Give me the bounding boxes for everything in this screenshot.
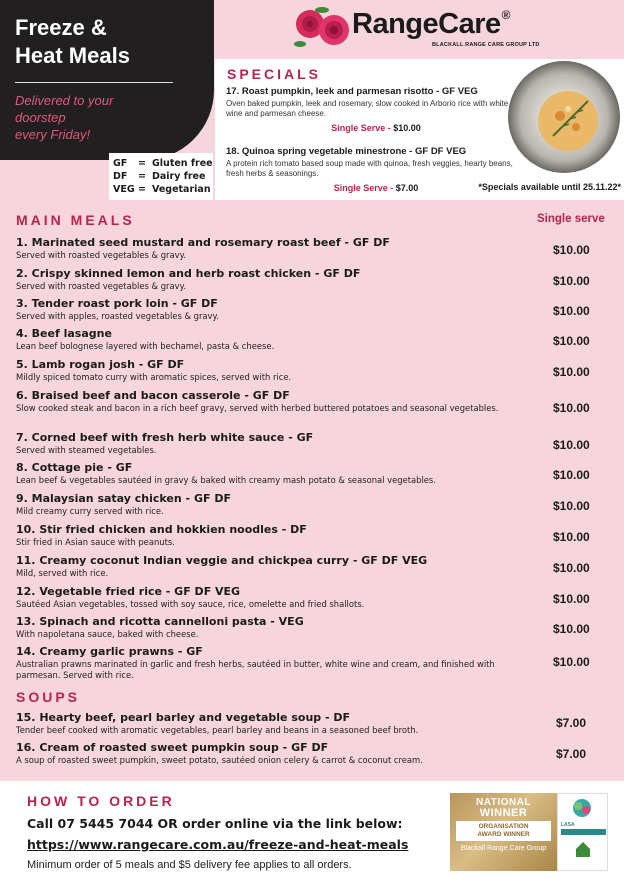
menu-item-desc: Slow cooked steak and bacon in a rich beef gravy, served with herbed buttered potatoes and seasonal vegetables.	[16, 403, 499, 413]
special-name: 17. Roast pumpkin, leek and parmesan risotto - GF VEG	[226, 86, 478, 97]
menu-item-price: $10.00	[553, 274, 590, 288]
special-price: Single Serve - $10.00	[331, 123, 421, 133]
special-price-value: $7.00	[395, 183, 419, 193]
menu-item-name: 1. Marinated seed mustard and rosemary roast beef - GF DF	[16, 236, 390, 249]
award-badge	[450, 793, 608, 871]
menu-item-name: 11. Creamy coconut Indian veggie and chickpea curry - GF DF VEG	[16, 554, 428, 567]
menu-item-price: $7.00	[556, 747, 587, 761]
menu-item-price: $10.00	[553, 530, 590, 544]
menu-item-desc: Lean beef & vegetables sautéed in gravy & baked with creamy mash potato & seasonal vegetables.	[16, 475, 436, 485]
lasa-leaf-icon	[558, 794, 607, 822]
menu-item	[16, 615, 606, 640]
minimum-order-note: Minimum order of 5 meals and $5 delivery fee applies to all orders.	[27, 859, 352, 871]
menu-item-price: $7.00	[556, 716, 587, 730]
menu-item-desc: Sautéed Asian vegetables, tossed with soy sauce, rice, omelette and fried shallots.	[16, 599, 365, 609]
menu-item-price: $10.00	[553, 499, 590, 513]
menu-item-desc: Served with roasted vegetables & gravy.	[16, 250, 187, 260]
menu-item	[16, 236, 606, 261]
title-divider	[15, 82, 173, 83]
menu-item	[16, 554, 606, 579]
award-title-box	[456, 821, 551, 841]
special-price-label: Single Serve	[331, 123, 386, 133]
page-title	[15, 14, 130, 70]
menu-item-name: 16. Cream of roasted sweet pumpkin soup - GF DF	[16, 741, 329, 754]
special-item	[226, 86, 526, 133]
menu-item-desc: Lean beef bolognese layered with bechamel, pasta & cheese.	[16, 341, 275, 351]
menu-item-price: $10.00	[553, 592, 590, 606]
registered-mark: ®	[501, 8, 510, 22]
dietary-legend	[109, 153, 213, 200]
special-price-label: Single Serve	[333, 183, 388, 193]
award-line-1: ORGANISATION	[478, 823, 529, 830]
legend-code: VEG	[113, 184, 135, 195]
legend-row	[113, 170, 213, 183]
legend-eq: =	[138, 158, 146, 169]
menu-item	[16, 585, 606, 610]
lasa-text: LASA	[561, 822, 575, 828]
menu-item	[16, 711, 606, 736]
main-meals-heading: MAIN MEALS	[16, 212, 135, 228]
legend-code: DF	[113, 171, 128, 182]
menu-item-desc: Australian prawns marinated in garlic and fresh herbs, sautéed in butter, white wine and cream, and finished with parmesan. Served with rice.	[16, 659, 495, 680]
how-to-order-footer	[0, 781, 624, 889]
legend-row	[113, 183, 213, 196]
award-winner: WINNER	[479, 807, 528, 819]
menu-item-desc: Mild creamy curry served with rice.	[16, 506, 164, 516]
menu-item-price: $10.00	[553, 655, 590, 669]
menu-item-name: 8. Cottage pie - GF	[16, 461, 133, 474]
menu-item-desc: Served with roasted vegetables & gravy.	[16, 281, 187, 291]
menu-item-price: $10.00	[553, 304, 590, 318]
legend-eq: =	[138, 184, 146, 195]
special-desc: Oven baked pumpkin, leek and rosemary, slow cooked in Arborio rice with white wine and parmesan cheese.	[226, 99, 509, 118]
brand-text: RangeCare	[352, 8, 501, 40]
menu-item-name: 9. Malaysian satay chicken - GF DF	[16, 492, 231, 505]
award-line-2: AWARD WINNER	[477, 831, 530, 838]
header-block	[0, 0, 214, 160]
menu-item-name: 14. Creamy garlic prawns - GF	[16, 645, 203, 658]
tagline-line-2: doorstep	[15, 110, 66, 125]
menu-item-desc: Tender beef cooked with aromatic vegetables, pearl barley and beans in a seasoned beef broth.	[16, 725, 419, 735]
risotto-image-icon	[508, 61, 620, 173]
menu-item	[16, 645, 606, 681]
menu-item	[16, 389, 606, 414]
menu-item-name: 13. Spinach and ricotta cannelloni pasta - VEG	[16, 615, 304, 628]
menu-item-name: 3. Tender roast pork loin - GF DF	[16, 297, 218, 310]
roses-icon	[292, 4, 354, 52]
legend-meaning: Vegetarian	[152, 184, 211, 195]
menu-item	[16, 327, 606, 352]
menu-item-desc: Served with apples, roasted vegetables & gravy.	[16, 311, 219, 321]
menu-item-desc: Stir fried in Asian sauce with peanuts.	[16, 537, 175, 547]
menu-item	[16, 358, 606, 383]
menu-item-price: $10.00	[553, 622, 590, 636]
single-serve-header: Single serve	[537, 213, 605, 225]
special-price-value: $10.00	[393, 123, 421, 133]
menu-item-name: 7. Corned beef with fresh herb white sauce - GF	[16, 431, 314, 444]
menu-item-price: $10.00	[553, 561, 590, 575]
lasa-logo	[557, 793, 608, 871]
national-winner-badge	[450, 793, 557, 871]
legend-meaning: Gluten free	[152, 158, 213, 169]
menu-item-name: 10. Stir fried chicken and hokkien noodles - DF	[16, 523, 307, 536]
menu-item	[16, 297, 606, 322]
menu-item-name: 5. Lamb rogan josh - GF DF	[16, 358, 185, 371]
menu-item-desc: With napoletana sauce, baked with cheese.	[16, 629, 199, 639]
menu-item-price: $10.00	[553, 243, 590, 257]
title-line-1: Freeze &	[15, 15, 107, 40]
menu-item	[16, 492, 606, 517]
risotto-photo	[508, 61, 620, 173]
title-line-2: Heat Meals	[15, 43, 130, 68]
menu-item-desc: A soup of roasted sweet pumpkin, sweet potato, sautéed onion celery & carrot & coconut cream.	[16, 755, 423, 765]
special-desc: A protein rich tomato based soup made with quinoa, fresh veggies, hearty beans, fresh herbs & seasonings.	[226, 159, 513, 178]
how-to-order-heading: HOW TO ORDER	[27, 793, 175, 809]
special-name: 18. Quinoa spring vegetable minestrone - GF DF VEG	[226, 146, 467, 157]
menu-item-name: 6. Braised beef and bacon casserole - GF DF	[16, 389, 290, 402]
soups-heading: SOUPS	[16, 689, 81, 705]
legend-eq: =	[138, 171, 146, 182]
lasa-banner	[561, 829, 606, 835]
specials-heading: SPECIALS	[227, 66, 322, 82]
menu-item-price: $10.00	[553, 401, 590, 415]
menu-item-name: 4. Beef lasagne	[16, 327, 112, 340]
legend-row	[113, 157, 213, 170]
menu-item-price: $10.00	[553, 468, 590, 482]
specials-panel	[215, 59, 624, 200]
rangecare-logo[interactable]	[292, 4, 592, 54]
menu-item-price: $10.00	[553, 438, 590, 452]
menu-item	[16, 431, 606, 456]
tagline-line-3: every Friday!	[15, 127, 91, 142]
menu-item-desc: Mildly spiced tomato curry with aromatic spices, served with rice.	[16, 372, 292, 382]
brand-subtitle: BLACKALL RANGE CARE GROUP LTD	[432, 42, 540, 48]
order-link[interactable]: https://www.rangecare.com.au/freeze-and-heat-meals	[27, 837, 409, 852]
tagline-line-1: Delivered to your	[15, 93, 114, 108]
specials-note: *Specials available until 25.11.22*	[478, 182, 621, 192]
menu-item	[16, 523, 606, 548]
menu-item-desc: Mild, served with rice.	[16, 568, 109, 578]
phone-order-text: Call 07 5445 7044 OR order online via the link below:	[27, 816, 403, 831]
legend-meaning: Dairy free	[152, 171, 206, 182]
menu-item	[16, 461, 606, 486]
brand-name	[352, 8, 510, 41]
delivery-tagline	[15, 92, 185, 143]
house-icon	[574, 840, 592, 858]
menu-item	[16, 267, 606, 292]
award-organisation: Blackall Range Care Group	[460, 845, 547, 852]
award-national: NATIONAL	[476, 797, 531, 808]
menu-item-name: 2. Crispy skinned lemon and herb roast chicken - GF DF	[16, 267, 361, 280]
menu-item-name: 12. Vegetable fried rice - GF DF VEG	[16, 585, 241, 598]
special-price: Single Serve - $7.00	[333, 183, 419, 193]
menu-item-desc: Served with steamed vegetables.	[16, 445, 157, 455]
menu-item-name: 15. Hearty beef, pearl barley and vegetable soup - DF	[16, 711, 351, 724]
menu-item	[16, 741, 606, 766]
menu-item-price: $10.00	[553, 334, 590, 348]
legend-code: GF	[113, 158, 128, 169]
menu-item-price: $10.00	[553, 365, 590, 379]
